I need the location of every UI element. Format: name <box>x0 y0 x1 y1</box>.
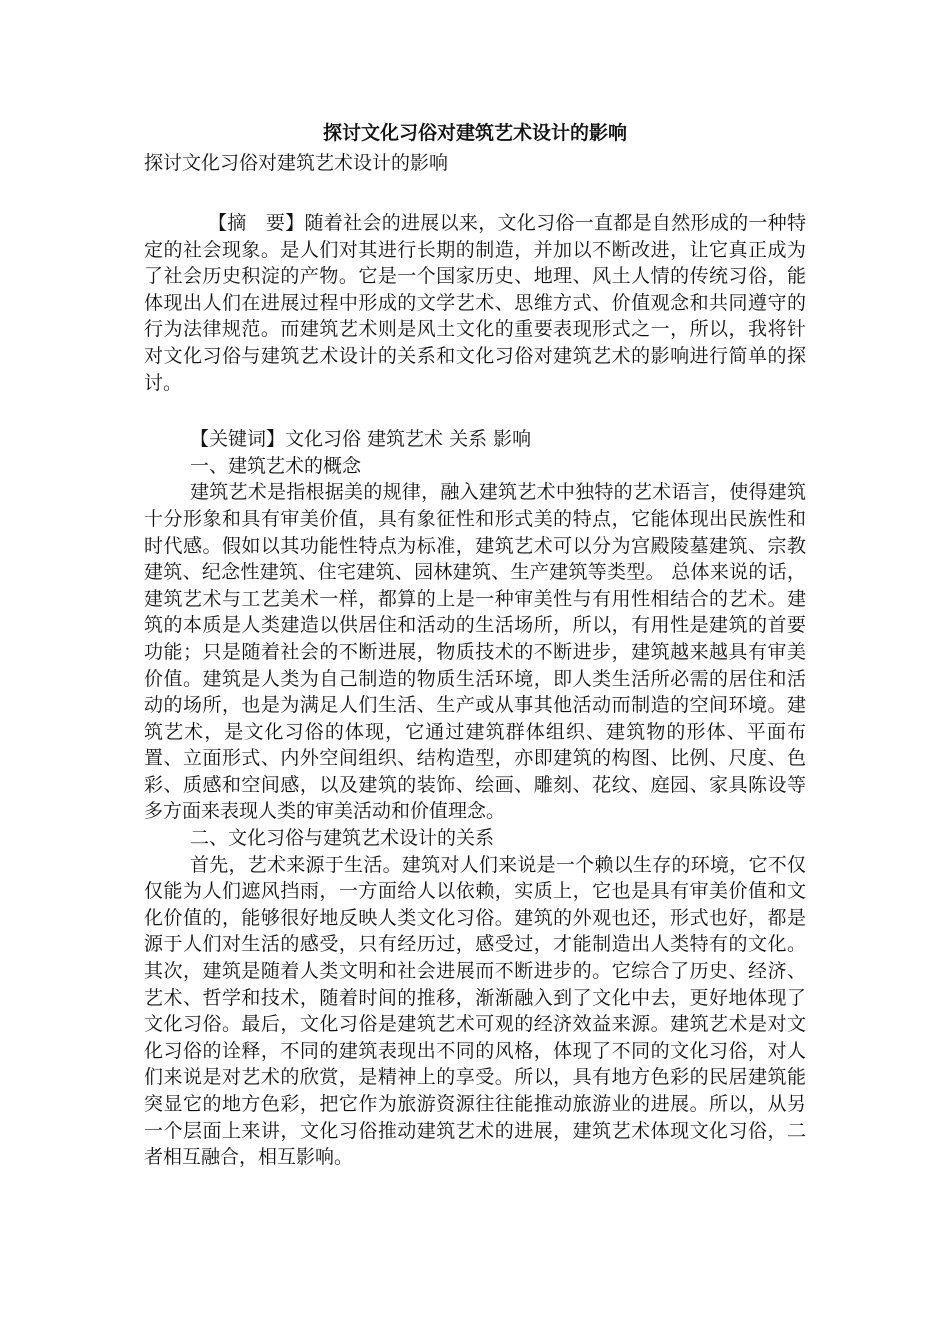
document-page <box>144 118 806 1171</box>
abstract-paragraph: 【摘 要】随着社会的进展以来，文化习俗一直都是自然形成的一种特定的社会现象。是人们对其进行长期的制造，并加以不断改进，让它真正成为了社会历史积淀的产物。它是一个国家历史、地理、风土人情的传统习俗，能体现出人们在进展过程中形成的文学艺术、思维方式、价值观念和共同遵守的行为法律规范。而建筑艺术则是风土文化的重要表现形式之一，所以，我将针对文化习俗与建筑艺术设计的关系和文化习俗对建筑艺术的影响进行简单的探讨。 <box>144 212 806 394</box>
keywords-line: 【关键词】文化习俗 建筑艺术 关系 影响 <box>190 428 532 451</box>
spacer <box>144 396 806 426</box>
spacer <box>144 178 806 210</box>
section-heading-2: 二、文化习俗与建筑艺术设计的关系 <box>190 827 495 850</box>
section-body-1: 建筑艺术是指根据美的规律，融入建筑艺术中独特的艺术语言，使得建筑十分形象和具有审美价值，具有象征性和形式美的特点，它能体现出民族性和时代感。假如以其功能性特点为标准，建筑艺术可以分为宫殿陵墓建筑、宗教建筑、纪念性建筑、住宅建筑、园林建筑、生产建筑等类型。 总体来说的话，建筑艺术与工艺美术一样，都算的上是一种审美性与有用性相结合的艺术。建筑的本质是人类建造以供居住和活动的生活场所，所以，有用性是建筑的首要功能；只是随着社会的不断进展，物质技术的不断进步，建筑越来越具有审美价值。建筑是人类为自己制造的物质生活环境，即人类生活所必需的居住和活动的场所，也是为满足人们生活、生产或从事其他活动而制造的空间环境。建筑艺术，是文化习俗的体现，它通过建筑群体组织、建筑物的形体、平面布置、立面形式、内外空间组织、结构造型，亦即建筑的构图、比例、尺度、色彩、质感和空间感，以及建筑的装饰、绘画、雕刻、花纹、庭园、家具陈设等多方面来表现人类的审美活动和价值理念。 <box>144 481 806 823</box>
document-title: 探讨文化习俗对建筑艺术设计的影响 <box>322 122 627 144</box>
section-heading-1: 一、建筑艺术的概念 <box>190 454 362 477</box>
section-body-2: 首先，艺术来源于生活。建筑对人们来说是一个赖以生存的环境，它不仅仅能为人们遮风挡雨，一方面给人以依赖，实质上，它也是具有审美价值和文化价值的，能够很好地反映人类文化习俗。建筑的外观也还，形式也好，都是源于人们对生活的感受，只有经历过，感受过，才能制造出人类特有的文化。其次，建筑是随着人类文明和社会进展而不断进步的。它综合了历史、经济、艺术、哲学和技术，随着时间的推移，渐渐融入到了文化中去，更好地体现了文化习俗。最后，文化习俗是建筑艺术可观的经济效益来源。建筑艺术是对文化习俗的诠释，不同的建筑表现出不同的风格，体现了不同的文化习俗，对人们来说是对艺术的欣赏，是精神上的享受。所以，具有地方色彩的民居建筑能突显它的地方色彩，把它作为旅游资源往往能推动旅游业的进展。所以，从另一个层面上来讲，文化习俗推动建筑艺术的进展，建筑艺术体现文化习俗，二者相互融合，相互影响。 <box>144 853 806 1169</box>
document-subtitle: 探讨文化习俗对建筑艺术设计的影响 <box>144 152 449 174</box>
